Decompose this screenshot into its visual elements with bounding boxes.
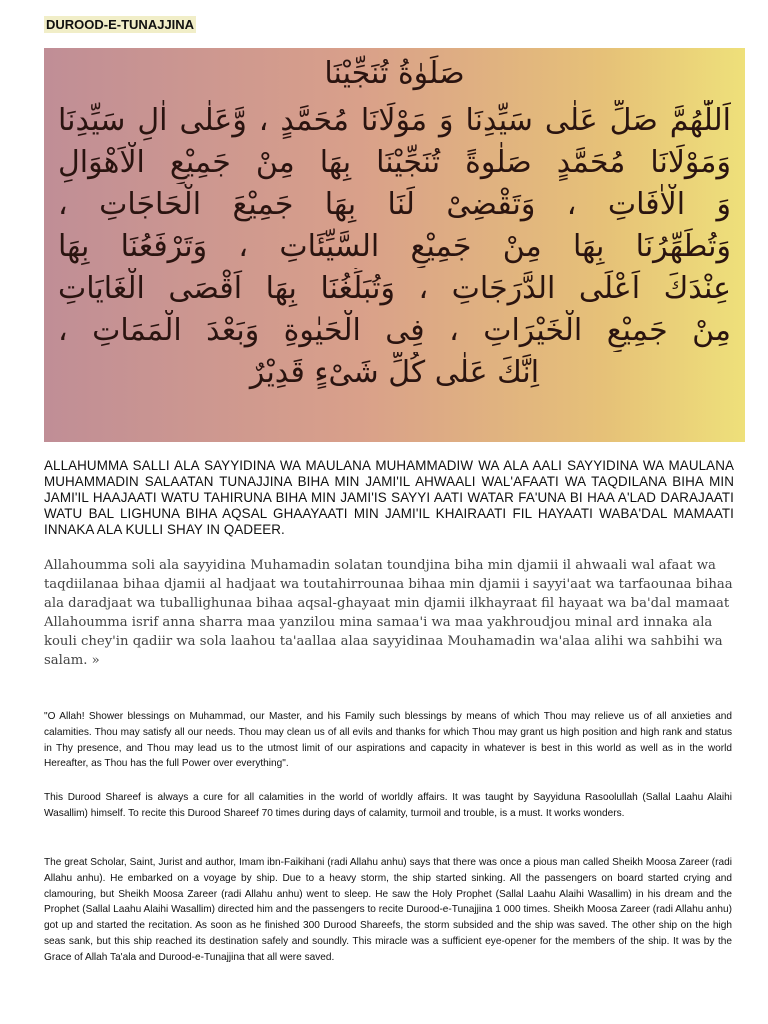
page-title: DUROOD-E-TUNAJJINA: [46, 17, 195, 32]
transliteration-alternate: Allahoumma soli ala sayyidina Muhamadin solatan toundjina biha min djamii il ahwaali wal afaat wa taqdiilanaa bihaa djamii al hadjaat wa toutahirrounaa bihaa min djamii i sayyi'aat wa tarfaounaa bihaa ala daradjaat wa tuballighunaa bihaa aqsal-ghayaat min djamii ilkhayraat fil hayaat wa ba'dal mamaat Allahoumma isrif anna sharra maa yanzilou mina samaa'i wa maa yakhroudjou minal ard innaka ala kouli chey'in qadiir wa sola laahou ta'aallaa alaa sayyidinaa Mouhamadin wa'alaa alihi wa sahbihi wa salam. »: [44, 558, 733, 668]
arabic-line: اِنَّكَ عَلٰى كُلِّ شَىْءٍ قَدِيْرٌ: [249, 355, 540, 390]
paragraph-durood-benefit: This Durood Shareef is always a cure for all calamities in the world of worldly affairs. It was taught by Sayyiduna Rasoolullah (Sallal Laahu Alaihi Wasallim) himself. To recite this Durood Shareef 70 times during days of calamity, turmoil and trouble, is a must. It works wonders.: [44, 792, 732, 819]
arabic-line: وَتُطَهِّرُنَا بِهَا مِنْ جَمِيْعِ السَّيِّئَاتِ ، وَتَرْفَعُنَا بِهَا: [58, 229, 731, 264]
arabic-line: وَمَوْلَانَا مُحَمَّدٍ صَلٰوةً تُنَجِّيْنَا بِهَا مِنْ جَمِيْعِ الْاَهْوَالِ: [58, 145, 731, 180]
transliteration-uppercase: ALLAHUMMA SALLI ALA SAYYIDINA WA MAULANA MUHAMMADIW WA ALA AALI SAYYIDINA WA MAULANA MUHAMMADIN SALAATAN TUNAJJINA BIHA MIN JAMI'IL AHWAALI WAL'AFAATI WA TAQDILANA BIHA MIN JAMI'IL HAAJAATI WATU TAHIRUNA BIHA MIN JAMI'IS SAYYI AATI WATAR FA'UNA BI HAA A'LAD DARAJAATI WATU BAL LIGHUNA BIHA AQSAL GHAAYAATI MIN JAMI'IL KHAIRAATI FIL HAYAATI WABA'DAL MAMAATI INNAKA ALA KULLI SHAY IN QADEER.: [44, 458, 734, 537]
paragraph-story: The great Scholar, Saint, Jurist and author, Imam ibn-Faikihani (radi Allahu anhu) says that there was once a pious man called Sheikh Moosa Zareer (radi Allahu anhu). He embarked on a voyage by ship. Due to a heavy storm, the ship started sinking. All the passengers on board started crying and clamouring, but Sheikh Moosa Zareer (radi Allahu anhu) went to sleep. He saw the Holy Prophet (Sallal Laahu Alaihi Wasallim) in his dream and the Prophet (Sallal Laahu Alaihi Wasallim) directed him and the passengers to recite Durood-e-Tunajjina 1 000 times. Sheikh Moosa Zareer (radi Allahu anhu) got up and started the recitation. As soon as he finished 300 Durood Shareefs, the storm subsided and the ship was saved. The other ship on the high seas sank, but this ship reached its destination safely and soundly. This miracle was a sufficient eye-opener for the members of the ship. It was by the Grace of Allah Ta'ala and Durood-e-Tunajjina that all were saved.: [44, 857, 732, 963]
arabic-line: عِنْدَكَ اَعْلَى الدَّرَجَاتِ ، وَتُبَلِّغُنَا بِهَا اَقْصَى الْغَايَاتِ: [58, 271, 731, 306]
arabic-line: اَللّٰهُمَّ صَلِّ عَلٰى سَيِّدِنَا وَ مَوْلَانَا مُحَمَّدٍ ، وَّعَلٰى اٰلِ سَيِّدِنَا: [58, 103, 731, 138]
arabic-heading: صَلَوٰةُ تُنَجِّيْنَا: [324, 56, 465, 91]
arabic-text-block: [58, 100, 731, 394]
arabic-calligraphy-image: [44, 48, 745, 442]
english-translation: "O Allah! Shower blessings on Muhammad, our Master, and his Family such blessings by means of which Thou may relieve us of all anxieties and calamities. Thou may satisfy all our needs. Thou may clean us of all evils and thanks for which Thou may grant us high position and high rank and status in Thy presence, and Thou may lead us to the utmost limit of our aspirations and capacity in whatever is best in this world as well as in the world Hereafter, as Thou has the full Power over everything".: [44, 711, 732, 770]
arabic-line: وَ الْاٰفَاتِ ، وَتَقْضِىْ لَنَا بِهَا جَمِيْعَ الْحَاجَاتِ ،: [58, 187, 731, 222]
arabic-line: مِنْ جَمِيْعِ الْخَيْرَاتِ ، فِى الْحَيٰوةِ وَبَعْدَ الْمَمَاتِ ،: [58, 313, 731, 348]
